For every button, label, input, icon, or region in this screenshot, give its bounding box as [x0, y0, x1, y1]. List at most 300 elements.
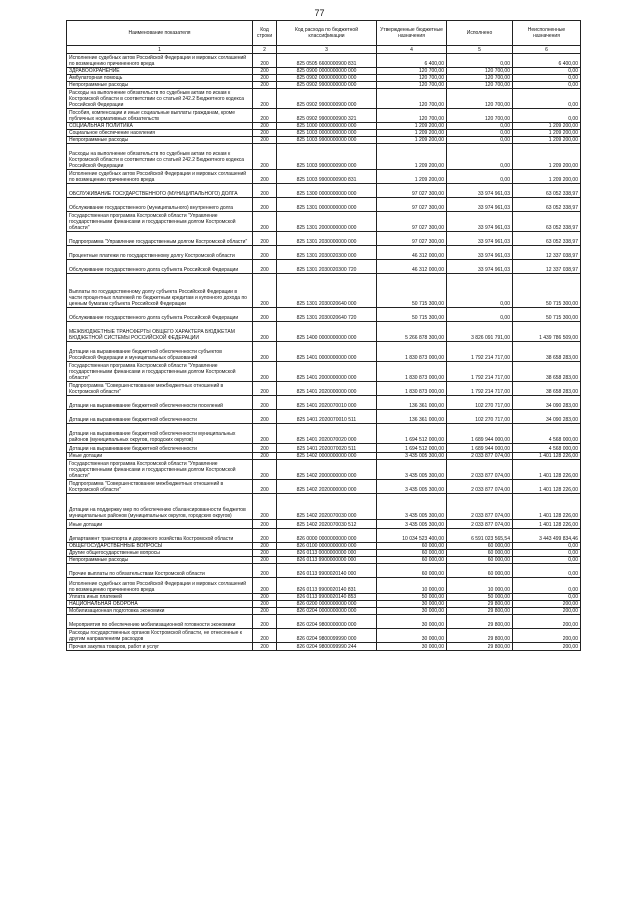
table-row [67, 137, 581, 144]
row-unexecuted-amount: 1 401 128 226,00 [513, 480, 581, 494]
column-number: 6 [513, 46, 581, 54]
row-approved-amount: 1 209 200,00 [377, 144, 447, 170]
row-approved-amount: 120 700,00 [377, 68, 447, 75]
row-executed-amount: 29 800,00 [447, 601, 513, 608]
row-approved-amount: 97 027 300,00 [377, 184, 447, 198]
row-name: Расходы государственных органов Костромской области, не отнесенные к другим направлениям расходов [67, 629, 253, 643]
row-budget-code: 825 1003 9900000900 831 [277, 170, 377, 184]
table-row [67, 615, 581, 629]
row-line-code: 200 [253, 198, 277, 212]
row-line-code: 200 [253, 170, 277, 184]
row-executed-amount: 0,00 [447, 308, 513, 322]
row-unexecuted-amount: 34 090 283,00 [513, 396, 581, 410]
row-budget-code: 826 0113 9900020140 000 [277, 564, 377, 578]
row-approved-amount: 120 700,00 [377, 109, 447, 123]
row-executed-amount: 2 033 877 074,00 [447, 453, 513, 460]
page-number: 77 [314, 8, 325, 18]
row-line-code: 200 [253, 342, 277, 362]
row-executed-amount: 33 974 961,03 [447, 184, 513, 198]
row-budget-code: 825 1401 0000000000 000 [277, 342, 377, 362]
row-line-code: 200 [253, 444, 277, 453]
table-row [67, 608, 581, 615]
row-unexecuted-amount: 0,00 [513, 557, 581, 564]
row-budget-code: 825 1301 0000000000 000 [277, 198, 377, 212]
header-budget-code: Код расхода по бюджетной классификации [277, 21, 377, 46]
column-number-row [67, 46, 581, 54]
row-executed-amount: 0,00 [447, 144, 513, 170]
row-line-code: 200 [253, 520, 277, 529]
row-executed-amount: 120 700,00 [447, 109, 513, 123]
row-name: Государственная программа Костромской области "Управление государственными финансами и государственным долгом Костромской области" [67, 362, 253, 382]
row-line-code: 200 [253, 529, 277, 543]
row-unexecuted-amount: 0,00 [513, 82, 581, 89]
row-approved-amount: 46 312 000,00 [377, 260, 447, 274]
row-line-code: 200 [253, 75, 277, 82]
row-unexecuted-amount: 50 715 300,00 [513, 308, 581, 322]
row-executed-amount: 33 974 961,03 [447, 198, 513, 212]
row-line-code: 200 [253, 184, 277, 198]
row-approved-amount: 3 435 005 300,00 [377, 494, 447, 520]
row-name: Подпрограмма "Совершенствование межбюджетных отношений в Костромской области" [67, 480, 253, 494]
column-number: 4 [377, 46, 447, 54]
table-row [67, 494, 581, 520]
row-approved-amount: 50 000,00 [377, 594, 447, 601]
row-approved-amount: 60 000,00 [377, 550, 447, 557]
row-executed-amount: 0,00 [447, 123, 513, 130]
row-name: МЕЖБЮДЖЕТНЫЕ ТРАНСФЕРТЫ ОБЩЕГО ХАРАКТЕРА БЮДЖЕТАМ БЮДЖЕТНОЙ СИСТЕМЫ РОССИЙСКОЙ ФЕДЕРАЦИИ [67, 322, 253, 342]
row-executed-amount: 1 792 214 717,00 [447, 362, 513, 382]
row-approved-amount: 46 312 000,00 [377, 246, 447, 260]
row-executed-amount: 60 000,00 [447, 564, 513, 578]
row-name: ОБСЛУЖИВАНИЕ ГОСУДАРСТВЕННОГО (МУНИЦИПАЛЬНОГО) ДОЛГА [67, 184, 253, 198]
table-row [67, 444, 581, 453]
row-executed-amount: 1 792 214 717,00 [447, 382, 513, 396]
row-line-code: 200 [253, 123, 277, 130]
row-name: ЗДРАВООХРАНЕНИЕ [67, 68, 253, 75]
table-row [67, 130, 581, 137]
row-line-code: 200 [253, 260, 277, 274]
row-budget-code: 825 1402 2020070030 512 [277, 520, 377, 529]
row-name: Обслуживание государственного долга субъекта Российской Федерации [67, 308, 253, 322]
table-row [67, 480, 581, 494]
row-budget-code: 826 0113 9900000000 000 [277, 557, 377, 564]
row-budget-code: 825 1401 2020000000 000 [277, 382, 377, 396]
row-line-code: 200 [253, 564, 277, 578]
row-name: Уплата иных платежей [67, 594, 253, 601]
row-name: Социальное обеспечение населения [67, 130, 253, 137]
row-executed-amount: 2 033 877 074,00 [447, 480, 513, 494]
table-row [67, 75, 581, 82]
row-unexecuted-amount: 1 401 128 226,00 [513, 453, 581, 460]
row-name: Исполнение судебных актов Российской Федерации и мировых соглашений по возмещению причиненного вреда [67, 54, 253, 68]
row-name: Мобилизационная подготовка экономики [67, 608, 253, 615]
row-line-code: 200 [253, 578, 277, 594]
table-row [67, 68, 581, 75]
row-executed-amount: 60 000,00 [447, 557, 513, 564]
row-approved-amount: 10 000,00 [377, 578, 447, 594]
row-budget-code: 825 0902 9900000900 321 [277, 109, 377, 123]
row-budget-code: 825 1301 2000000000 000 [277, 212, 377, 232]
row-approved-amount: 120 700,00 [377, 82, 447, 89]
row-budget-code: 825 1301 2030020300 000 [277, 246, 377, 260]
row-line-code: 200 [253, 68, 277, 75]
row-budget-code: 825 1402 2000000000 000 [277, 460, 377, 480]
table-row [67, 322, 581, 342]
row-budget-code: 826 0000 0000000000 000 [277, 529, 377, 543]
table-body [67, 54, 581, 651]
row-approved-amount: 3 435 005 300,00 [377, 480, 447, 494]
table-row [67, 144, 581, 170]
row-approved-amount: 50 715 300,00 [377, 308, 447, 322]
row-approved-amount: 1 694 512 000,00 [377, 444, 447, 453]
row-unexecuted-amount: 0,00 [513, 550, 581, 557]
row-line-code: 200 [253, 543, 277, 550]
row-budget-code: 825 1401 2000000000 000 [277, 362, 377, 382]
row-line-code: 200 [253, 89, 277, 109]
row-unexecuted-amount: 38 658 283,00 [513, 382, 581, 396]
row-budget-code: 825 1402 0000000000 000 [277, 453, 377, 460]
header-executed: Исполнено [447, 21, 513, 46]
row-unexecuted-amount: 200,00 [513, 615, 581, 629]
table-row [67, 89, 581, 109]
table-row [67, 260, 581, 274]
row-name: Непрограммные расходы [67, 137, 253, 144]
row-name: Иные дотации [67, 520, 253, 529]
row-line-code: 200 [253, 212, 277, 232]
row-executed-amount: 0,00 [447, 130, 513, 137]
table-row [67, 212, 581, 232]
row-approved-amount: 1 209 200,00 [377, 170, 447, 184]
row-approved-amount: 3 435 005 300,00 [377, 460, 447, 480]
row-executed-amount: 33 974 961,03 [447, 260, 513, 274]
row-executed-amount: 0,00 [447, 170, 513, 184]
row-executed-amount: 33 974 961,03 [447, 246, 513, 260]
row-approved-amount: 6 400,00 [377, 54, 447, 68]
row-line-code: 200 [253, 643, 277, 651]
row-line-code: 200 [253, 54, 277, 68]
row-name: Мероприятия по обеспечению мобилизационной готовности экономики [67, 615, 253, 629]
row-budget-code: 825 1402 2020000000 000 [277, 480, 377, 494]
row-unexecuted-amount: 0,00 [513, 75, 581, 82]
row-budget-code: 825 1301 2030000000 000 [277, 232, 377, 246]
row-unexecuted-amount: 0,00 [513, 564, 581, 578]
row-executed-amount: 60 000,00 [447, 550, 513, 557]
row-budget-code: 826 0204 9800099990 244 [277, 643, 377, 651]
table-row [67, 564, 581, 578]
row-budget-code: 825 1000 0000000000 000 [277, 123, 377, 130]
row-name: Дотации на выравнивание бюджетной обеспеченности субъектов Российской Федерации и муниципальных образований [67, 342, 253, 362]
table-row [67, 109, 581, 123]
row-budget-code: 825 1402 2020070030 000 [277, 494, 377, 520]
row-name: Прочая закупка товаров, работ и услуг [67, 643, 253, 651]
row-unexecuted-amount: 0,00 [513, 109, 581, 123]
row-name: Расходы на выполнение обязательств по судебным актам по искам к Костромской области в соответствии со статьей 242.2 Бюджетного кодекса Российской Федерации [67, 144, 253, 170]
row-name: Государственная программа Костромской области "Управление государственными финансами и государственным долгом Костромской области" [67, 212, 253, 232]
table-row [67, 629, 581, 643]
table-row [67, 274, 581, 308]
row-unexecuted-amount: 63 052 338,97 [513, 184, 581, 198]
row-name: Государственная программа Костромской области "Управление государственными финансами и государственным долгом Костромской области" [67, 460, 253, 480]
row-line-code: 200 [253, 130, 277, 137]
row-executed-amount: 29 800,00 [447, 608, 513, 615]
row-executed-amount: 0,00 [447, 274, 513, 308]
row-line-code: 200 [253, 137, 277, 144]
row-line-code: 200 [253, 410, 277, 424]
row-approved-amount: 30 000,00 [377, 629, 447, 643]
table-row [67, 460, 581, 480]
row-unexecuted-amount: 38 658 283,00 [513, 342, 581, 362]
row-unexecuted-amount: 0,00 [513, 578, 581, 594]
row-approved-amount: 97 027 300,00 [377, 232, 447, 246]
row-unexecuted-amount: 1 439 786 509,00 [513, 322, 581, 342]
row-name: Непрограммные расходы [67, 82, 253, 89]
table-row [67, 362, 581, 382]
row-budget-code: 826 0200 0000000000 000 [277, 601, 377, 608]
table-row [67, 184, 581, 198]
table-row [67, 543, 581, 550]
row-unexecuted-amount: 0,00 [513, 594, 581, 601]
row-approved-amount: 3 435 005 300,00 [377, 520, 447, 529]
row-unexecuted-amount: 0,00 [513, 89, 581, 109]
row-budget-code: 825 1301 2030020640 000 [277, 274, 377, 308]
header-line-code: Код строки [253, 21, 277, 46]
row-unexecuted-amount: 200,00 [513, 608, 581, 615]
row-budget-code: 826 0100 0000000000 000 [277, 543, 377, 550]
row-executed-amount: 2 033 877 074,00 [447, 520, 513, 529]
row-unexecuted-amount: 6 400,00 [513, 54, 581, 68]
row-budget-code: 825 1301 2030020300 720 [277, 260, 377, 274]
row-budget-code: 825 1003 0000000000 000 [277, 130, 377, 137]
row-executed-amount: 120 700,00 [447, 68, 513, 75]
row-budget-code: 825 1401 2020070010 511 [277, 410, 377, 424]
row-approved-amount: 30 000,00 [377, 601, 447, 608]
row-unexecuted-amount: 1 209 200,00 [513, 130, 581, 137]
table-row [67, 578, 581, 594]
row-name: Иные дотации [67, 453, 253, 460]
row-unexecuted-amount: 38 658 283,00 [513, 362, 581, 382]
row-line-code: 200 [253, 362, 277, 382]
row-budget-code: 825 0505 6600000900 831 [277, 54, 377, 68]
row-approved-amount: 30 000,00 [377, 608, 447, 615]
row-approved-amount: 60 000,00 [377, 557, 447, 564]
row-line-code: 200 [253, 601, 277, 608]
row-unexecuted-amount: 4 568 000,00 [513, 444, 581, 453]
row-approved-amount: 5 266 878 300,00 [377, 322, 447, 342]
table-row [67, 396, 581, 410]
column-number: 5 [447, 46, 513, 54]
row-line-code: 200 [253, 594, 277, 601]
row-budget-code: 825 1301 2030020640 720 [277, 308, 377, 322]
table-row [67, 342, 581, 362]
row-approved-amount: 1 830 873 000,00 [377, 362, 447, 382]
table-row [67, 232, 581, 246]
row-approved-amount: 30 000,00 [377, 615, 447, 629]
row-executed-amount: 3 826 091 791,00 [447, 322, 513, 342]
row-approved-amount: 1 830 873 000,00 [377, 342, 447, 362]
row-name: Прочие выплаты по обязательствам Костромской области [67, 564, 253, 578]
row-line-code: 200 [253, 629, 277, 643]
row-unexecuted-amount: 200,00 [513, 643, 581, 651]
row-line-code: 200 [253, 453, 277, 460]
row-budget-code: 825 0900 0000000000 000 [277, 68, 377, 75]
table-row [67, 594, 581, 601]
table-row [67, 520, 581, 529]
row-name: Амбулаторная помощь [67, 75, 253, 82]
table-row [67, 382, 581, 396]
row-name: Подпрограмма "Совершенствование межбюджетных отношений в Костромской области" [67, 382, 253, 396]
row-name: Исполнение судебных актов Российской Федерации и мировых соглашений по возмещению причиненного вреда [67, 578, 253, 594]
row-executed-amount: 29 800,00 [447, 643, 513, 651]
row-approved-amount: 136 361 000,00 [377, 396, 447, 410]
row-budget-code: 826 0113 0000000000 000 [277, 550, 377, 557]
row-budget-code: 826 0113 9900020140 831 [277, 578, 377, 594]
row-executed-amount: 2 033 877 074,00 [447, 460, 513, 480]
row-name: Процентные платежи по государственному долгу Костромской области [67, 246, 253, 260]
row-unexecuted-amount: 1 209 200,00 [513, 170, 581, 184]
row-unexecuted-amount: 63 052 338,97 [513, 212, 581, 232]
row-executed-amount: 0,00 [447, 137, 513, 144]
row-name: Департамент транспорта и дорожного хозяйства Костромской области [67, 529, 253, 543]
row-name: Подпрограмма "Управление государственным долгом Костромской области" [67, 232, 253, 246]
table-row [67, 601, 581, 608]
row-line-code: 200 [253, 274, 277, 308]
row-approved-amount: 1 830 873 000,00 [377, 382, 447, 396]
row-executed-amount: 1 689 944 000,00 [447, 424, 513, 444]
row-line-code: 200 [253, 246, 277, 260]
row-budget-code: 825 1300 0000000000 000 [277, 184, 377, 198]
row-unexecuted-amount: 63 052 338,97 [513, 232, 581, 246]
row-name: НАЦИОНАЛЬНАЯ ОБОРОНА [67, 601, 253, 608]
row-name: Исполнение судебных актов Российской Федерации и мировых соглашений по возмещению причиненного вреда [67, 170, 253, 184]
row-approved-amount: 50 715 300,00 [377, 274, 447, 308]
row-line-code: 200 [253, 424, 277, 444]
row-name: Выплаты по государственному долгу субъекта Российской Федерации в части процентных платежей по бюджетным кредитам и купонного дохода по ценным бумагам субъекта Российской Федерации [67, 274, 253, 308]
row-name: Расходы на выполнение обязательств по судебным актам по искам к Костромской области в соответствии со статьей 242.2 Бюджетного кодекса Российской Федерации [67, 89, 253, 109]
table-row [67, 246, 581, 260]
row-executed-amount: 50 000,00 [447, 594, 513, 601]
header-unexecuted: Неисполненные назначения [513, 21, 581, 46]
row-approved-amount: 1 694 512 000,00 [377, 424, 447, 444]
table-row [67, 82, 581, 89]
row-approved-amount: 10 034 523 400,00 [377, 529, 447, 543]
row-budget-code: 825 0902 9900000900 000 [277, 89, 377, 109]
row-unexecuted-amount: 200,00 [513, 601, 581, 608]
row-line-code: 200 [253, 82, 277, 89]
row-unexecuted-amount: 50 715 300,00 [513, 274, 581, 308]
row-budget-code: 825 0902 0000000000 000 [277, 75, 377, 82]
header-indicator-name: Наименование показателя [67, 21, 253, 46]
table-row [67, 308, 581, 322]
row-budget-code: 825 1401 2020070010 000 [277, 396, 377, 410]
row-approved-amount: 97 027 300,00 [377, 198, 447, 212]
row-budget-code: 825 1401 2020070020 000 [277, 424, 377, 444]
row-name: Пособия, компенсации и иные социальные выплаты гражданам, кроме публичных нормативных обязательств [67, 109, 253, 123]
row-budget-code: 826 0204 9800000000 000 [277, 615, 377, 629]
row-approved-amount: 1 209 200,00 [377, 123, 447, 130]
row-budget-code: 826 0204 9800099990 000 [277, 629, 377, 643]
row-approved-amount: 60 000,00 [377, 564, 447, 578]
header-approved: Утвержденные бюджетные назначения [377, 21, 447, 46]
row-line-code: 200 [253, 232, 277, 246]
row-approved-amount: 136 361 000,00 [377, 410, 447, 424]
row-executed-amount: 120 700,00 [447, 89, 513, 109]
table-row [67, 453, 581, 460]
row-unexecuted-amount: 12 337 038,97 [513, 260, 581, 274]
row-approved-amount: 60 000,00 [377, 543, 447, 550]
row-line-code: 200 [253, 382, 277, 396]
column-number: 2 [253, 46, 277, 54]
row-line-code: 200 [253, 550, 277, 557]
table-row [67, 643, 581, 651]
row-unexecuted-amount: 0,00 [513, 68, 581, 75]
row-executed-amount: 29 800,00 [447, 615, 513, 629]
column-number: 3 [277, 46, 377, 54]
row-line-code: 200 [253, 480, 277, 494]
table-row [67, 424, 581, 444]
row-approved-amount: 120 700,00 [377, 89, 447, 109]
row-unexecuted-amount: 1 401 128 226,00 [513, 494, 581, 520]
row-executed-amount: 6 591 023 565,54 [447, 529, 513, 543]
budget-execution-table [66, 20, 581, 651]
row-executed-amount: 120 700,00 [447, 82, 513, 89]
row-unexecuted-amount: 3 443 499 834,46 [513, 529, 581, 543]
row-unexecuted-amount: 1 209 200,00 [513, 137, 581, 144]
row-unexecuted-amount: 200,00 [513, 629, 581, 643]
table-row [67, 170, 581, 184]
row-approved-amount: 1 209 200,00 [377, 137, 447, 144]
row-name: Дотации на выравнивание бюджетной обеспеченности поселений [67, 396, 253, 410]
row-name: Дотации на выравнивание бюджетной обеспеченности [67, 410, 253, 424]
row-approved-amount: 120 700,00 [377, 75, 447, 82]
row-approved-amount: 3 435 005 300,00 [377, 453, 447, 460]
row-executed-amount: 33 974 961,03 [447, 212, 513, 232]
row-executed-amount: 2 033 877 074,00 [447, 494, 513, 520]
row-approved-amount: 30 000,00 [377, 643, 447, 651]
row-line-code: 200 [253, 608, 277, 615]
row-name: Дотации на поддержку мер по обеспечению сбалансированности бюджетов муниципальных районов (муниципальных округов, городских округов) [67, 494, 253, 520]
table-row [67, 54, 581, 68]
row-unexecuted-amount: 1 209 200,00 [513, 144, 581, 170]
table-row [67, 198, 581, 212]
row-budget-code: 826 0113 9900020140 853 [277, 594, 377, 601]
row-executed-amount: 1 689 944 000,00 [447, 444, 513, 453]
row-unexecuted-amount: 1 401 128 226,00 [513, 520, 581, 529]
row-unexecuted-amount: 1 401 128 226,00 [513, 460, 581, 480]
row-budget-code: 826 0204 0000000000 000 [277, 608, 377, 615]
row-unexecuted-amount: 63 052 338,97 [513, 198, 581, 212]
row-name: Дотации на выравнивание бюджетной обеспеченности [67, 444, 253, 453]
row-approved-amount: 97 027 300,00 [377, 212, 447, 232]
row-budget-code: 825 1003 9900000000 000 [277, 137, 377, 144]
row-unexecuted-amount: 0,00 [513, 543, 581, 550]
row-executed-amount: 1 792 214 717,00 [447, 342, 513, 362]
row-unexecuted-amount: 1 209 200,00 [513, 123, 581, 130]
table-row [67, 123, 581, 130]
row-executed-amount: 0,00 [447, 54, 513, 68]
row-line-code: 200 [253, 460, 277, 480]
row-budget-code: 825 1003 9900000900 000 [277, 144, 377, 170]
row-executed-amount: 102 270 717,00 [447, 410, 513, 424]
row-budget-code: 825 1401 2020070020 511 [277, 444, 377, 453]
row-line-code: 200 [253, 615, 277, 629]
table-header-row [67, 21, 581, 46]
row-name: Дотации на выравнивание бюджетной обеспеченности муниципальных районов (муниципальных округов, городских округов) [67, 424, 253, 444]
row-name: Другие общегосударственные вопросы [67, 550, 253, 557]
row-budget-code: 825 0902 9900000000 000 [277, 82, 377, 89]
row-name: Обслуживание государственного (муниципального) внутреннего долга [67, 198, 253, 212]
row-unexecuted-amount: 12 337 038,97 [513, 246, 581, 260]
table-row [67, 529, 581, 543]
